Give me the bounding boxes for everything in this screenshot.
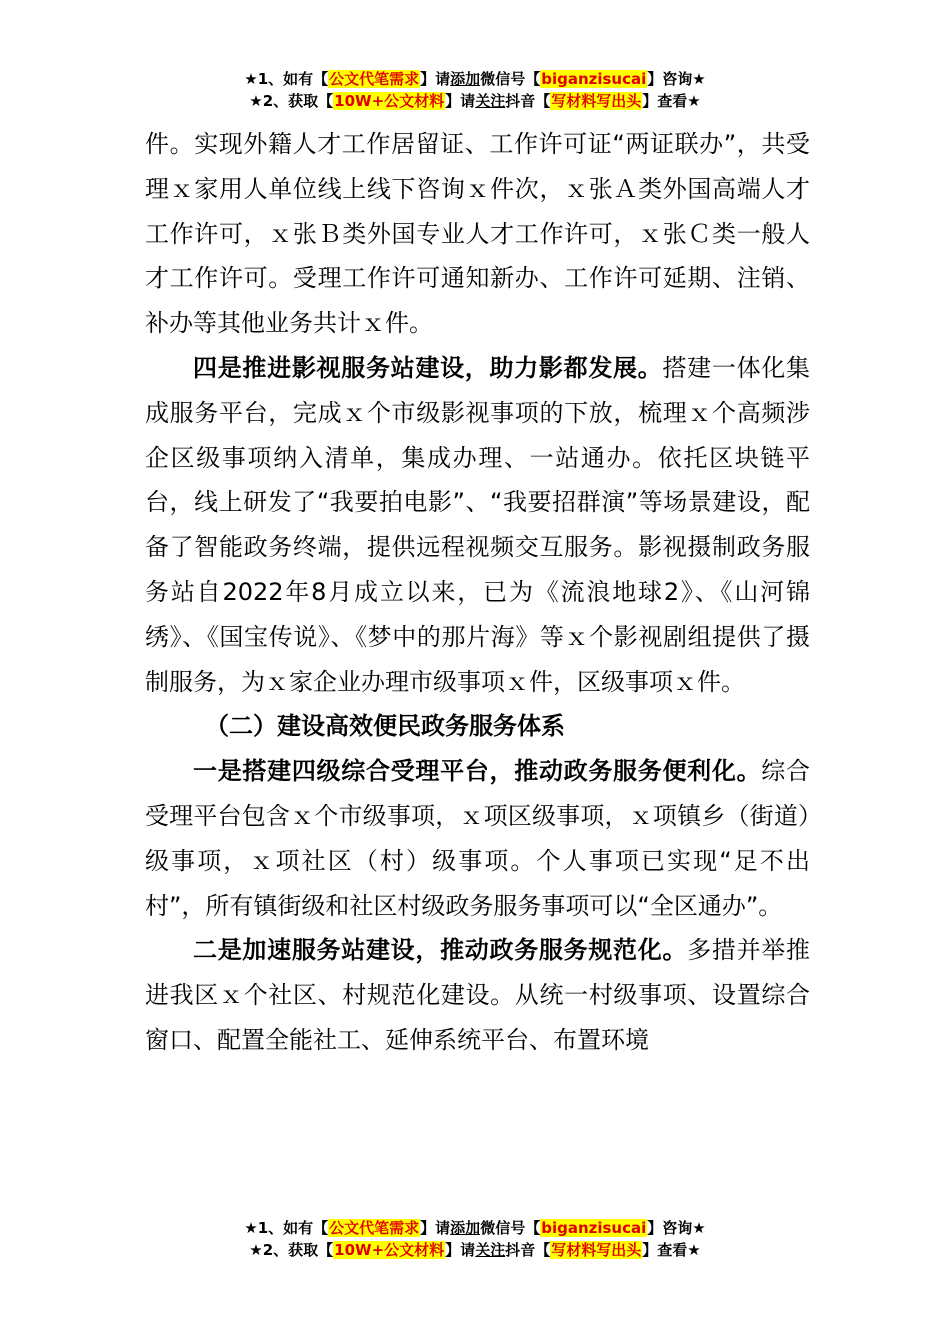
star-icon: ★ [687,92,701,110]
paragraph-film-service [145,346,810,704]
paragraph-lead: 一是搭建四级综合受理平台，推动政务服务便利化。 [193,757,762,786]
highlight-service: 公文代笔需求 [329,1219,420,1237]
highlight-materials: 10W+公文材料 [334,92,445,110]
document-body [145,122,810,1063]
paragraph-service-station [145,928,810,1062]
highlight-wechat-id: biganzisucai [541,70,647,88]
footer-banner-line-2: ★2、获取【10W+公文材料】请关注抖音【写材料写出头】查看★ [249,1241,701,1259]
highlight-materials: 10W+公文材料 [334,1241,445,1259]
paragraph-text: 综合受理平台包含ｘ个市级事项，ｘ项区级事项，ｘ项镇乡（街道）级事项，ｘ项社区（村）级事项。个人事项已实现“足不出村”，所有镇街级和社区村级政务服务事项可以“全区通办”。 [145,757,811,920]
highlight-douyin-id: 写材料写出头 [551,92,642,110]
star-icon: ★ [692,1219,706,1237]
paragraph-platform [145,749,810,928]
paragraph-text: 多措并举推进我区ｘ个社区、村规范化建设。从统一村级事项、设置综合窗口、配置全能社工、延伸系统平台、布置环境 [145,936,811,1054]
header-banner-line-2: ★2、获取【10W+公文材料】请关注抖音【写材料写出头】查看★ [249,92,701,110]
footer-banner-line-1: ★1、如有【公文代笔需求】请添加微信号【biganzisucai】咨询★ [244,1219,706,1237]
star-icon: ★ [244,70,258,88]
star-icon: ★ [244,1219,258,1237]
paragraph-lead: 四是推进影视服务站建设，助力影都发展。 [193,353,663,382]
star-icon: ★ [687,1241,701,1259]
highlight-wechat-id: biganzisucai [541,1219,647,1237]
star-icon: ★ [249,92,263,110]
star-icon: ★ [249,1241,263,1259]
footer-banner [0,1217,950,1261]
header-banner [0,68,950,112]
star-icon: ★ [692,70,706,88]
highlight-service: 公文代笔需求 [329,70,420,88]
paragraph-lead: 二是加速服务站建设，推动政务服务规范化。 [193,936,688,965]
paragraph-continued: 件。实现外籍人才工作居留证、工作许可证“两证联办”，共受理ｘ家用人单位线上线下咨询ｘ件次，ｘ张Ａ类外国高端人才工作许可，ｘ张Ｂ类外国专业人才工作许可，ｘ张Ｃ类一般人才工作许可。受理工作许可通知新办、工作许可延期、注销、补办等其他业务共计ｘ件。 [145,130,810,338]
highlight-douyin-id: 写材料写出头 [551,1241,642,1259]
section-heading: （二）建设高效便民政务服务体系 [205,712,565,741]
header-banner-line-1: ★1、如有【公文代笔需求】请添加微信号【biganzisucai】咨询★ [244,70,706,88]
paragraph-text: 搭建一体化集成服务平台，完成ｘ个市级影视事项的下放，梳理ｘ个高频涉企区级事项纳入清单，集成办理、一站通办。依托区块链平台，线上研发了“我要拍电影”、“我要招群演”等场景建设，配备了智能政务终端，提供远程视频交互服务。影视摄制政务服务站自2022年8月成立以来，已为《流浪地球2》、《山河锦绣》、《国宝传说》、《梦中的那片海》等ｘ个影视剧组提供了摄制服务，为ｘ家企业办理市级事项ｘ件，区级事项ｘ件。 [145,353,811,696]
